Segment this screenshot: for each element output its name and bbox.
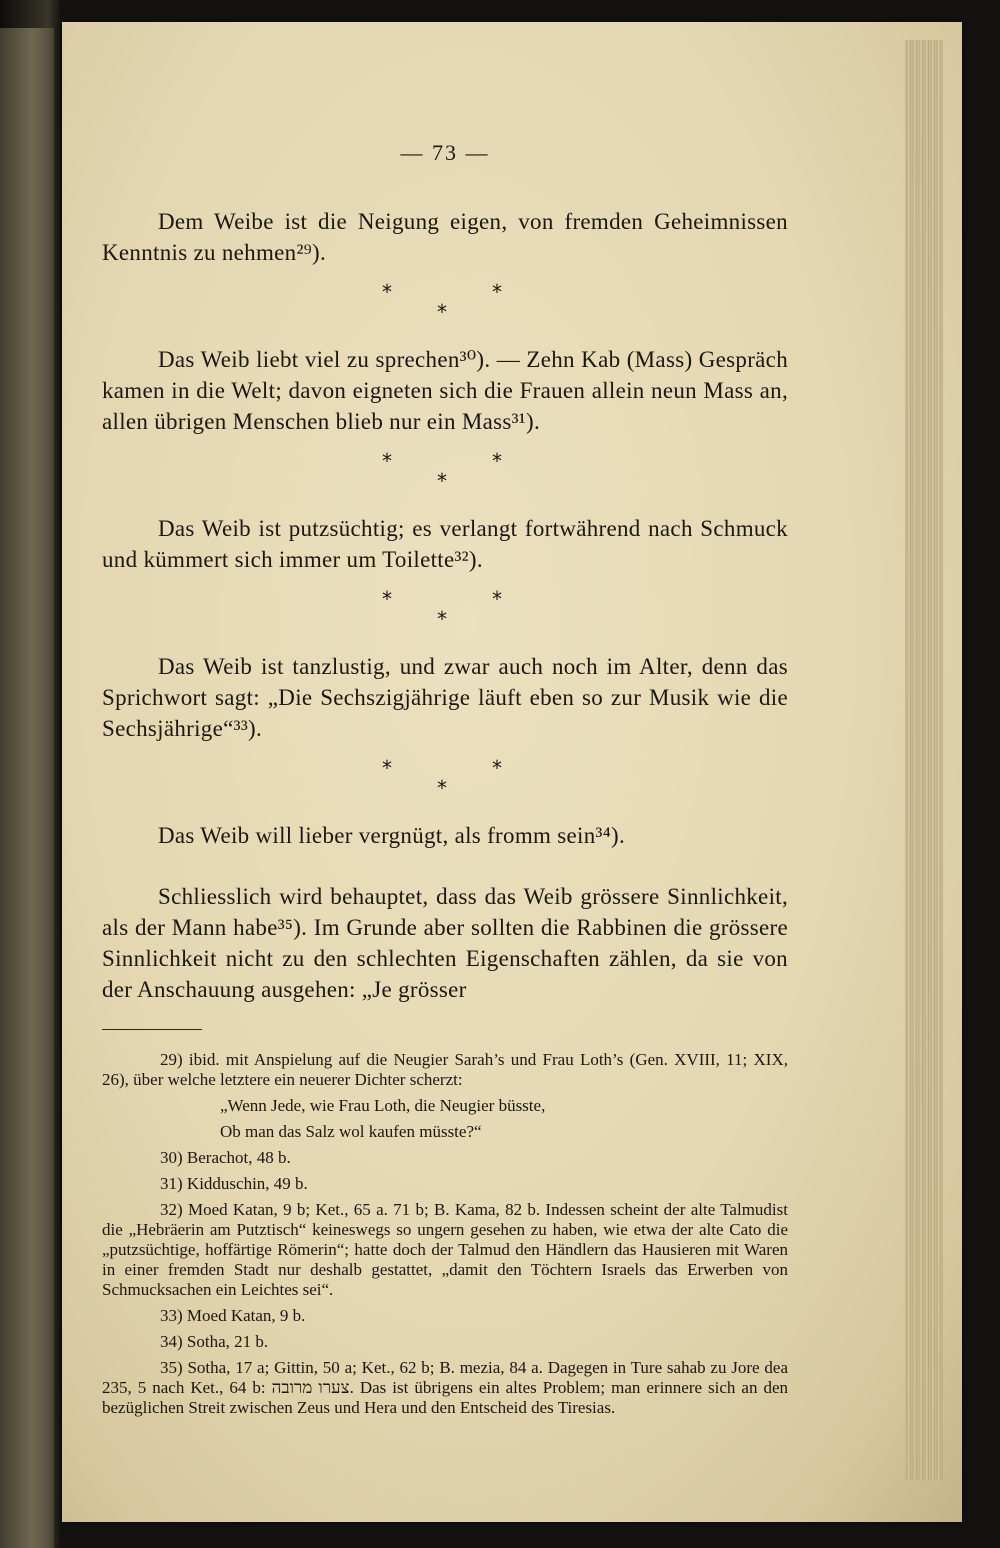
footnote-35	[102, 1358, 788, 1418]
footnote-text: 29) ibid. mit Anspielung auf die Neugier Sarah’s und Frau Loth’s (Gen. XVIII, 11; XIX, 26), über welche letztere ein neuerer Dichter scherzt:	[102, 1050, 788, 1089]
asterisk: *	[492, 449, 502, 473]
footnote-text: 34) Sotha, 21 b.	[160, 1332, 269, 1351]
footnote-30	[102, 1148, 788, 1168]
section-separator	[102, 278, 788, 330]
footnote-32	[102, 1200, 788, 1300]
footnote-text: 32) Moed Katan, 9 b; Ket., 65 a. 71 b; B. Kama, 82 b. Indessen scheint der alte Talmudist die „Hebräerin am Putztisch“ keineswegs so ungern gesehen zu haben, wie etwa der alte Cato die „putzsüchtige, hoffärtige Römerin“; hatte doch der Talmud den Händlern das Hausieren mit Waren in einer fremden Stadt nur deshalb gestattet, „damit den Töchtern Israels das Erwerben von Schmucksachen ein Leichtes sei“.	[102, 1200, 788, 1299]
asterisk: *	[437, 300, 447, 324]
paragraph-5: Das Weib will lieber vergnügt, als fromm sein³⁴).	[158, 823, 626, 848]
paragraph-6: Schliesslich wird behauptet, dass das Weib grössere Sinnlichkeit, als der Mann habe³⁵). Im Grunde aber sollten die Rabbinen die grössere Sinnlichkeit nicht zu den schlechten Eigenschaften zählen, da sie von der Anschauung ausgehen: „Je grösser	[102, 884, 788, 1002]
page-stack-edge	[905, 40, 943, 1480]
paragraph-1: Dem Weibe ist die Neigung eigen, von fremden Geheimnissen Kenntnis zu nehmen²⁹).	[102, 209, 788, 265]
section-separator	[102, 585, 788, 637]
paragraph-2: Das Weib liebt viel zu sprechen³⁰). — Zehn Kab (Mass) Gespräch kamen in die Welt; davon eigneten sich die Frauen allein neun Mass an, allen übrigen Menschen blieb nur ein Mass³¹).	[102, 347, 788, 434]
footnote-rule	[102, 1029, 202, 1030]
section-separator	[102, 447, 788, 499]
asterisk: *	[492, 280, 502, 304]
asterisk: *	[382, 756, 392, 780]
footnote-text: 31) Kidduschin, 49 b.	[160, 1174, 308, 1193]
footnote-33	[102, 1306, 788, 1326]
footnote-31	[102, 1174, 788, 1194]
asterisk: *	[382, 587, 392, 611]
paragraph-4: Das Weib ist tanzlustig, und zwar auch noch im Alter, denn das Sprichwort sagt: „Die Sechszigjährige läuft eben so zur Musik wie die Sechsjährige“³³).	[102, 654, 788, 741]
footnote-text: 35) Sotha, 17 a; Gittin, 50 a; Ket., 62 b; B. mezia, 84 a. Dagegen in Ture sahab zu Jore dea 235, 5 nach Ket., 64 b: צערו מרובה. Das ist übrigens ein altes Problem; man erinnere sich an den bezüglichen Streit zwischen Zeus und Hera und den Entscheid des Tiresias.	[102, 1358, 789, 1417]
footnote-29-quote-line-2: Ob man das Salz wol kaufen müsste?“	[220, 1122, 482, 1141]
paragraph-gap	[102, 851, 788, 881]
asterisk: *	[437, 607, 447, 631]
page-number: — 73 —	[400, 140, 490, 165]
footnote-text: 30) Berachot, 48 b.	[160, 1148, 291, 1167]
left-page-edge	[0, 28, 54, 1548]
asterisk: *	[492, 587, 502, 611]
asterisk: *	[382, 280, 392, 304]
asterisk: *	[437, 469, 447, 493]
footnote-34	[102, 1332, 788, 1352]
page-content	[102, 140, 788, 1424]
asterisk: *	[382, 449, 392, 473]
footnote-text: 33) Moed Katan, 9 b.	[160, 1306, 306, 1325]
footnote-29-quote-line-1: „Wenn Jede, wie Frau Loth, die Neugier büsste,	[220, 1096, 546, 1115]
asterisk: *	[492, 756, 502, 780]
section-separator	[102, 754, 788, 806]
paragraph-3: Das Weib ist putzsüchtig; es verlangt fortwährend nach Schmuck und kümmert sich immer um Toilette³²).	[102, 516, 788, 572]
footnote-29	[102, 1050, 788, 1090]
asterisk: *	[437, 776, 447, 800]
footnotes	[102, 1050, 788, 1418]
